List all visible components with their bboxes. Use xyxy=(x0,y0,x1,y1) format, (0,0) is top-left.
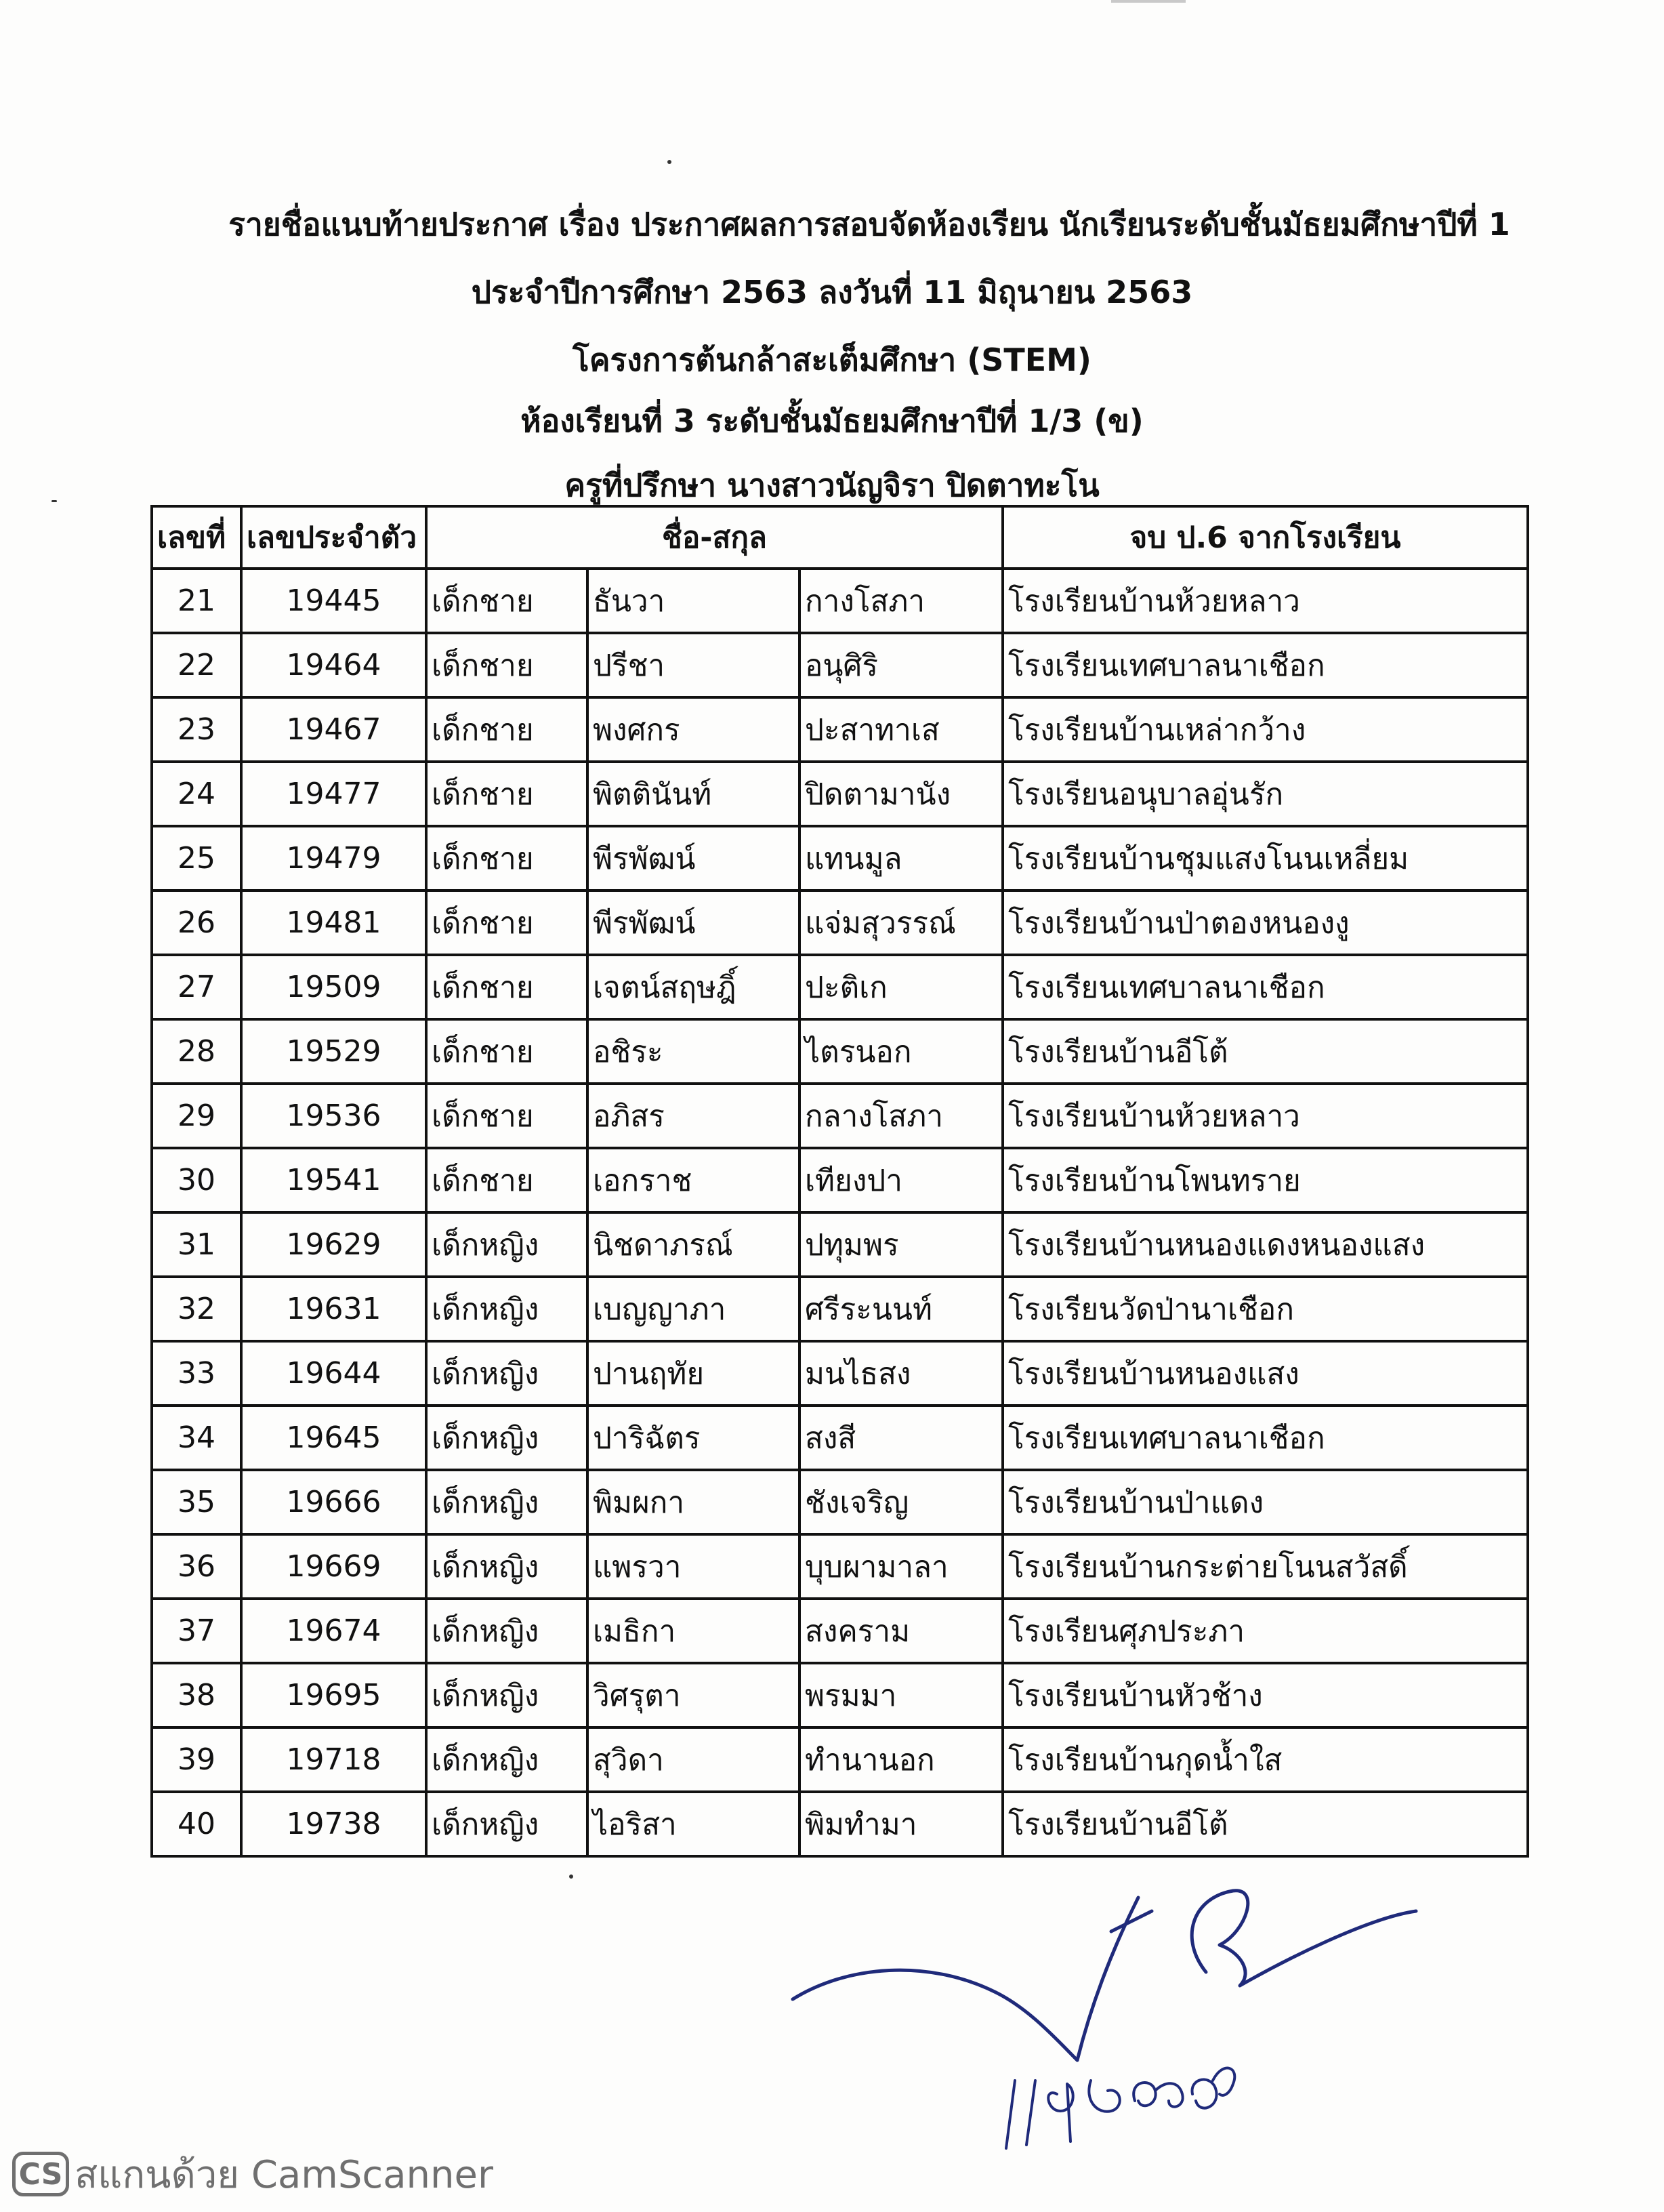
header-line-advisor: ครูที่ปรึกษา นางสาวนัญจิรา ปิดตาทะโน xyxy=(564,467,1100,504)
cell-first-name: อภิสร xyxy=(587,1084,799,1148)
cell-last-name: พิมทำมา xyxy=(799,1792,1003,1856)
table-row xyxy=(152,1406,1528,1470)
cell-name-title: เด็กหญิง xyxy=(426,1599,587,1663)
cell-first-name: ปาริฉัตร xyxy=(587,1406,799,1470)
table-row xyxy=(152,1727,1528,1792)
cell-school: โรงเรียนบ้านอีโต้ xyxy=(1003,1792,1528,1856)
cell-last-name: เทียงปา xyxy=(799,1148,1003,1212)
cell-school: โรงเรียนบ้านป่าตองหนองงู xyxy=(1003,890,1528,955)
cell-school: โรงเรียนบ้านชุมแสงโนนเหลี่ยม xyxy=(1003,826,1528,890)
column-header-student-id: เลขประจำตัว xyxy=(241,506,426,569)
cell-no: 22 xyxy=(152,633,241,697)
camscanner-logo-icon: CS xyxy=(12,2152,69,2196)
cell-student-id: 19509 xyxy=(241,955,426,1019)
cell-last-name: แทนมูล xyxy=(799,826,1003,890)
table-row xyxy=(152,1599,1528,1663)
table-row xyxy=(152,1663,1528,1727)
header-line-program: โครงการต้นกล้าสะเต็มศึกษา (STEM) xyxy=(573,342,1091,378)
cell-name-title: เด็กหญิง xyxy=(426,1277,587,1341)
cell-no: 38 xyxy=(152,1663,241,1727)
header-line-announcement: รายชื่อแนบท้ายประกาศ เรื่อง ประกาศผลการสอบจัดห้องเรียน นักเรียนระดับชั้นมัธยมศึกษาปีที่ 1 xyxy=(228,206,1510,243)
table-row xyxy=(152,1019,1528,1084)
cell-last-name: กางโสภา xyxy=(799,569,1003,633)
table-row xyxy=(152,1792,1528,1856)
cell-school: โรงเรียนอนุบาลอุ่นรัก xyxy=(1003,762,1528,826)
cell-school: โรงเรียนบ้านป่าแดง xyxy=(1003,1470,1528,1534)
cell-name-title: เด็กชาย xyxy=(426,1148,587,1212)
cell-name-title: เด็กหญิง xyxy=(426,1663,587,1727)
cell-name-title: เด็กหญิง xyxy=(426,1792,587,1856)
handwritten-signature xyxy=(772,1857,1436,2155)
cell-student-id: 19479 xyxy=(241,826,426,890)
cell-student-id: 19674 xyxy=(241,1599,426,1663)
cell-school: โรงเรียนเทศบาลนาเชือก xyxy=(1003,955,1528,1019)
cell-first-name: เบญญาภา xyxy=(587,1277,799,1341)
cell-first-name: แพรวา xyxy=(587,1534,799,1599)
roster-body xyxy=(152,569,1528,1856)
cell-student-id: 19445 xyxy=(241,569,426,633)
column-header-no: เลขที่ xyxy=(152,506,241,569)
cell-no: 28 xyxy=(152,1019,241,1084)
cell-last-name: สงสี xyxy=(799,1406,1003,1470)
cell-student-id: 19718 xyxy=(241,1727,426,1792)
cell-school: โรงเรียนศุภประภา xyxy=(1003,1599,1528,1663)
cell-no: 23 xyxy=(152,697,241,762)
cell-school: โรงเรียนวัดป่านาเชือก xyxy=(1003,1277,1528,1341)
cell-student-id: 19481 xyxy=(241,890,426,955)
cell-first-name: ไอริสา xyxy=(587,1792,799,1856)
cell-first-name: ปรีชา xyxy=(587,633,799,697)
cell-student-id: 19529 xyxy=(241,1019,426,1084)
cell-no: 21 xyxy=(152,569,241,633)
cell-name-title: เด็กชาย xyxy=(426,569,587,633)
cell-student-id: 19738 xyxy=(241,1792,426,1856)
scan-speck xyxy=(667,160,671,164)
cell-name-title: เด็กหญิง xyxy=(426,1406,587,1470)
cell-last-name: ปทุมพร xyxy=(799,1212,1003,1277)
header-line-academic-year: ประจำปีการศึกษา 2563 ลงวันที่ 11 มิถุนายน 2563 xyxy=(471,274,1193,310)
cell-first-name: เมธิกา xyxy=(587,1599,799,1663)
cell-no: 33 xyxy=(152,1341,241,1406)
cell-name-title: เด็กชาย xyxy=(426,890,587,955)
cell-student-id: 19631 xyxy=(241,1277,426,1341)
cell-school: โรงเรียนบ้านโพนทราย xyxy=(1003,1148,1528,1212)
cell-first-name: เอกราช xyxy=(587,1148,799,1212)
cell-last-name: สงคราม xyxy=(799,1599,1003,1663)
cell-first-name: ปานฤทัย xyxy=(587,1341,799,1406)
cell-no: 31 xyxy=(152,1212,241,1277)
cell-first-name: อชิระ xyxy=(587,1019,799,1084)
cell-name-title: เด็กชาย xyxy=(426,1084,587,1148)
cell-student-id: 19695 xyxy=(241,1663,426,1727)
table-row xyxy=(152,1084,1528,1148)
cell-no: 24 xyxy=(152,762,241,826)
cell-name-title: เด็กชาย xyxy=(426,955,587,1019)
cell-school: โรงเรียนบ้านห้วยหลาว xyxy=(1003,1084,1528,1148)
cell-no: 26 xyxy=(152,890,241,955)
header-line-classroom: ห้องเรียนที่ 3 ระดับชั้นมัธยมศึกษาปีที่ 1/3 (ข) xyxy=(520,403,1144,439)
cell-name-title: เด็กชาย xyxy=(426,633,587,697)
cell-student-id: 19464 xyxy=(241,633,426,697)
cell-no: 36 xyxy=(152,1534,241,1599)
cell-name-title: เด็กหญิง xyxy=(426,1341,587,1406)
cell-school: โรงเรียนบ้านกุดน้ำใส xyxy=(1003,1727,1528,1792)
cell-last-name: พรมมา xyxy=(799,1663,1003,1727)
cell-last-name: ชังเจริญ xyxy=(799,1470,1003,1534)
cell-last-name: ทำนานอก xyxy=(799,1727,1003,1792)
cell-school: โรงเรียนบ้านอีโต้ xyxy=(1003,1019,1528,1084)
cell-student-id: 19536 xyxy=(241,1084,426,1148)
table-row xyxy=(152,1148,1528,1212)
cell-first-name: วิศรุตา xyxy=(587,1663,799,1727)
cell-first-name: พีรพัฒน์ xyxy=(587,890,799,955)
cell-student-id: 19541 xyxy=(241,1148,426,1212)
column-header-full-name: ชื่อ-สกุล xyxy=(426,506,1003,569)
cell-school: โรงเรียนบ้านกระต่ายโนนสวัสดิ์ xyxy=(1003,1534,1528,1599)
cell-first-name: ธันวา xyxy=(587,569,799,633)
signature-stroke xyxy=(1192,1891,1416,1986)
cell-last-name: ปะสาทาเส xyxy=(799,697,1003,762)
cell-last-name: ไตรนอก xyxy=(799,1019,1003,1084)
table-row xyxy=(152,569,1528,633)
table-row xyxy=(152,1341,1528,1406)
table-row xyxy=(152,1534,1528,1599)
cell-last-name: บุบผามาลา xyxy=(799,1534,1003,1599)
cell-name-title: เด็กหญิง xyxy=(426,1534,587,1599)
cell-name-title: เด็กชาย xyxy=(426,826,587,890)
cell-last-name: อนุศิริ xyxy=(799,633,1003,697)
signature-stroke xyxy=(793,1970,1077,2060)
cell-student-id: 19629 xyxy=(241,1212,426,1277)
cell-no: 37 xyxy=(152,1599,241,1663)
cell-no: 29 xyxy=(152,1084,241,1148)
table-row xyxy=(152,826,1528,890)
cell-last-name: ปะติเก xyxy=(799,955,1003,1019)
cell-school: โรงเรียนบ้านหัวช้าง xyxy=(1003,1663,1528,1727)
cell-name-title: เด็กชาย xyxy=(426,1019,587,1084)
cell-no: 39 xyxy=(152,1727,241,1792)
cell-no: 25 xyxy=(152,826,241,890)
column-header-school: จบ ป.6 จากโรงเรียน xyxy=(1003,506,1528,569)
camscanner-label: สแกนด้วย CamScanner xyxy=(75,2152,493,2197)
table-header-row xyxy=(152,506,1528,569)
scan-speck xyxy=(51,500,57,502)
cell-last-name: ศรีระนนท์ xyxy=(799,1277,1003,1341)
cell-last-name: แจ่มสุวรรณ์ xyxy=(799,890,1003,955)
cell-name-title: เด็กหญิง xyxy=(426,1212,587,1277)
handwritten-date xyxy=(1006,2068,1234,2148)
cell-name-title: เด็กชาย xyxy=(426,697,587,762)
student-roster-table xyxy=(150,505,1529,1858)
cell-first-name: นิชดาภรณ์ xyxy=(587,1212,799,1277)
cell-last-name: กลางโสภา xyxy=(799,1084,1003,1148)
table-row xyxy=(152,1277,1528,1341)
table-row xyxy=(152,890,1528,955)
cell-school: โรงเรียนเทศบาลนาเชือก xyxy=(1003,1406,1528,1470)
cell-last-name: ปิดตามานัง xyxy=(799,762,1003,826)
table-row xyxy=(152,633,1528,697)
cell-school: โรงเรียนเทศบาลนาเชือก xyxy=(1003,633,1528,697)
cell-no: 40 xyxy=(152,1792,241,1856)
cell-first-name: สุวิดา xyxy=(587,1727,799,1792)
cell-first-name: พงศกร xyxy=(587,697,799,762)
cell-student-id: 19645 xyxy=(241,1406,426,1470)
cell-school: โรงเรียนบ้านหนองแสง xyxy=(1003,1341,1528,1406)
cell-no: 30 xyxy=(152,1148,241,1212)
cell-student-id: 19669 xyxy=(241,1534,426,1599)
cell-first-name: เจตน์สฤษฎิ์ xyxy=(587,955,799,1019)
cell-first-name: พีรพัฒน์ xyxy=(587,826,799,890)
cell-school: โรงเรียนบ้านเหล่ากว้าง xyxy=(1003,697,1528,762)
camscanner-watermark xyxy=(12,2147,493,2201)
table-row xyxy=(152,955,1528,1019)
cell-student-id: 19644 xyxy=(241,1341,426,1406)
table-row xyxy=(152,762,1528,826)
cell-school: โรงเรียนบ้านห้วยหลาว xyxy=(1003,569,1528,633)
table-row xyxy=(152,1470,1528,1534)
cell-no: 32 xyxy=(152,1277,241,1341)
cell-student-id: 19666 xyxy=(241,1470,426,1534)
table-row xyxy=(152,1212,1528,1277)
table-row xyxy=(152,697,1528,762)
cell-name-title: เด็กหญิง xyxy=(426,1470,587,1534)
cell-student-id: 19477 xyxy=(241,762,426,826)
scan-edge-mark xyxy=(1111,0,1186,3)
cell-name-title: เด็กชาย xyxy=(426,762,587,826)
cell-student-id: 19467 xyxy=(241,697,426,762)
cell-name-title: เด็กหญิง xyxy=(426,1727,587,1792)
cell-first-name: พิตตินันท์ xyxy=(587,762,799,826)
cell-school: โรงเรียนบ้านหนองแดงหนองแสง xyxy=(1003,1212,1528,1277)
cell-no: 34 xyxy=(152,1406,241,1470)
scan-speck xyxy=(569,1875,573,1879)
cell-first-name: พิมผกา xyxy=(587,1470,799,1534)
cell-no: 35 xyxy=(152,1470,241,1534)
cell-last-name: มนไธสง xyxy=(799,1341,1003,1406)
cell-no: 27 xyxy=(152,955,241,1019)
